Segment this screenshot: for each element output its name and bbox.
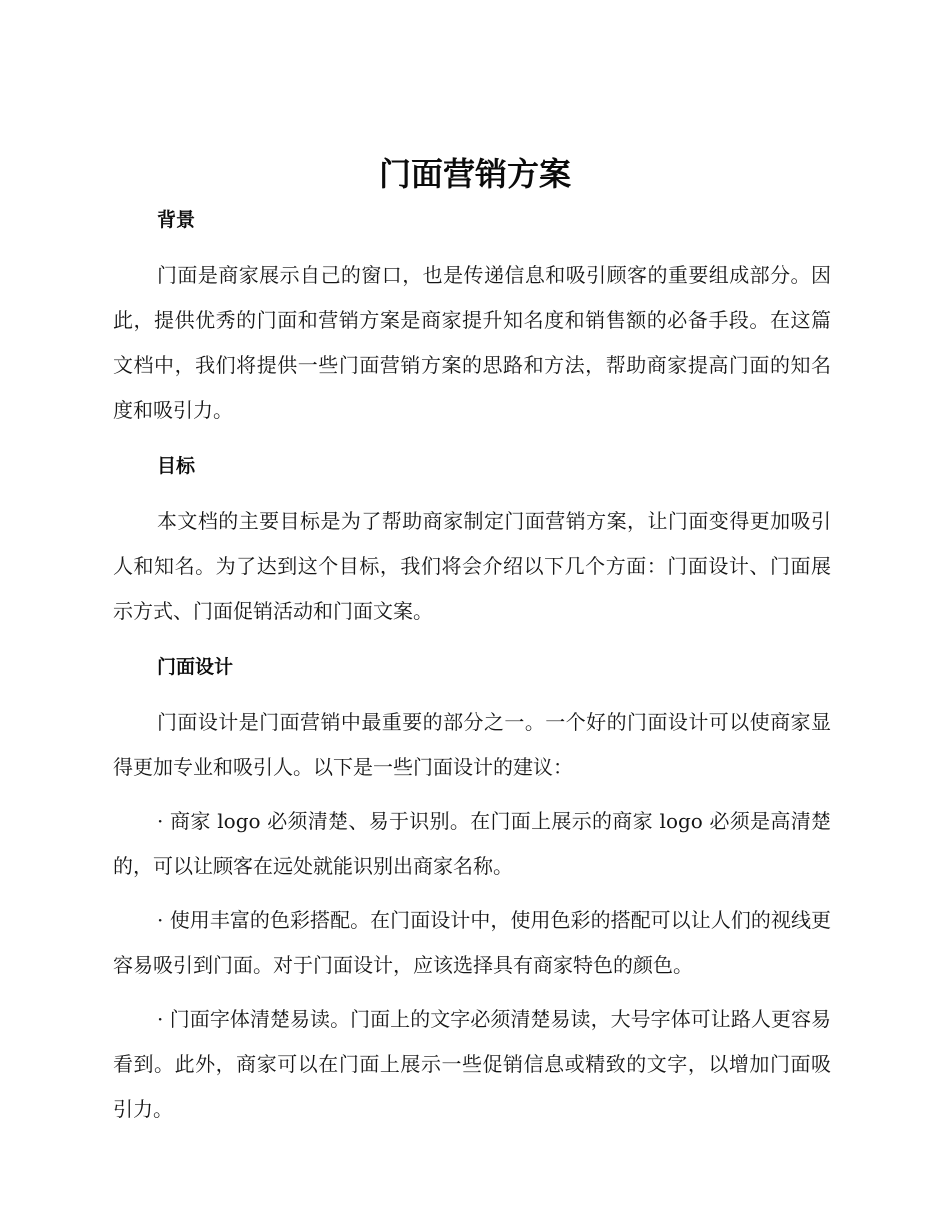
bullet-logo: · 商家 logo 必须清楚、易于识别。在门面上展示的商家 logo 必须是高清楚的，可以让顾客在远处就能识别出商家名称。: [113, 809, 831, 878]
section-heading-storefront-design: 门面设计: [157, 656, 234, 678]
section-heading-goal: 目标: [157, 455, 196, 477]
paragraph-design-intro: 门面设计是门面营销中最重要的部分之一。一个好的门面设计可以使商家显得更加专业和吸引人。以下是一些门面设计的建议：: [113, 710, 831, 779]
bullet-fonts: · 门面字体清楚易读。门面上的文字必须清楚易读，大号字体可让路人更容易看到。此外，商家可以在门面上展示一些促销信息或精致的文字，以增加门面吸引力。: [113, 1007, 831, 1121]
bullet-colors: · 使用丰富的色彩搭配。在门面设计中，使用色彩的搭配可以让人们的视线更容易吸引到门面。对于门面设计，应该选择具有商家特色的颜色。: [113, 908, 831, 977]
section-heading-background: 背景: [157, 209, 196, 231]
section-goal: [113, 451, 831, 634]
paragraph-goal: 本文档的主要目标是为了帮助商家制定门面营销方案，让门面变得更加吸引人和知名。为了达到这个目标，我们将会介绍以下几个方面：门面设计、门面展示方式、门面促销活动和门面文案。: [113, 509, 831, 623]
document-title: 门面营销方案: [378, 155, 571, 193]
paragraph-background: 门面是商家展示自己的窗口，也是传递信息和吸引顾客的重要组成部分。因此，提供优秀的门面和营销方案是商家提升知名度和销售额的必备手段。在这篇文档中，我们将提供一些门面营销方案的思路和方法，帮助商家提高门面的知名度和吸引力。: [113, 263, 831, 422]
document-body: [113, 205, 831, 1132]
section-background: [113, 205, 831, 433]
section-storefront-design: [113, 652, 831, 1132]
